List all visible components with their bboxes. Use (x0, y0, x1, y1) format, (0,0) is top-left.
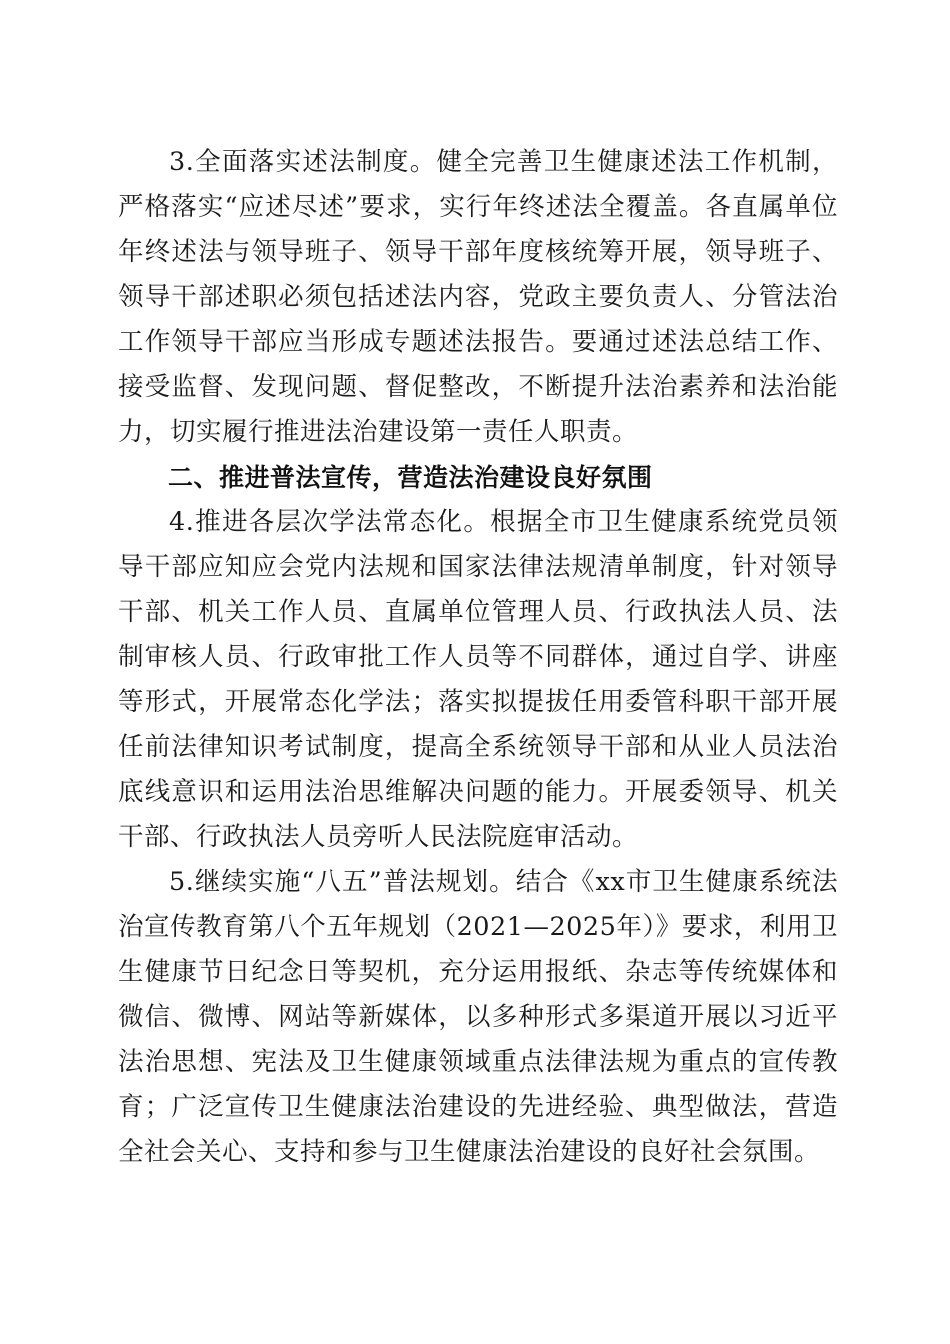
section-heading-2: 二、推进普法宣传，营造法治建设良好氛围 (168, 463, 653, 492)
paragraph-5-legal-education-plan: 5.继续实施“八五”普法规划。结合《xx市卫生健康系统法治宣传教育第八个五年规划（2021—2025年）》要求，利用卫生健康节日纪念日等契机，充分运用报纸、杂志等传统媒体和微信、微博、网站等新媒体，以多种形式多渠道开展以习近平法治思想、宪法及卫生健康领域重点法律法规为重点的宣传教育；广泛宣传卫生健康法治建设的先进经验、典型做法，营造全社会关心、支持和参与卫生健康法治建设的良好社会氛围。 (118, 867, 838, 1167)
paragraph-4-law-study: 4.推进各层次学法常态化。根据全市卫生健康系统党员领导干部应知应会党内法规和国家法律法规清单制度，针对领导干部、机关工作人员、直属单位管理人员、行政执法人员、法制审核人员、行政审批工作人员等不同群体，通过自学、讲座等形式，开展常态化学法；落实拟提拔任用委管科职干部开展任前法律知识考试制度，提高全系统领导干部和从业人员法治底线意识和运用法治思维解决问题的能力。开展委领导、机关干部、行政执法人员旁听人民法院庭审活动。 (118, 507, 838, 852)
document-body (118, 140, 838, 1175)
paragraph-3-reporting-system: 3.全面落实述法制度。健全完善卫生健康述法工作机制，严格落实“应述尽述”要求，实行年终述法全覆盖。各直属单位年终述法与领导班子、领导干部年度核统筹开展，领导班子、领导干部述职必须包括述法内容，党政主要负责人、分管法治工作领导干部应当形成专题述法报告。要通过述法总结工作、接受监督、发现问题、督促整改，不断提升法治素养和法治能力，切实履行推进法治建设第一责任人职责。 (118, 147, 838, 447)
